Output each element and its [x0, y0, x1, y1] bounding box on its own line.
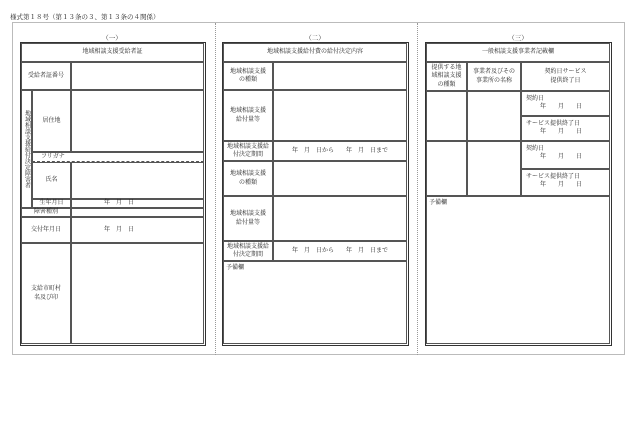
amount-field[interactable]: [273, 90, 407, 141]
birth-field[interactable]: 年 月 日: [71, 199, 204, 208]
municipality-field[interactable]: [71, 243, 204, 344]
col2-header: 事業者及びその事業所の名称: [467, 62, 521, 91]
contract-label: 契約日: [526, 95, 545, 102]
issue-date-label: 交付年月日: [21, 217, 71, 243]
type-field[interactable]: [273, 62, 407, 90]
contract-date-field[interactable]: [521, 141, 610, 169]
provider-name-field[interactable]: [467, 141, 521, 196]
amount-field[interactable]: [273, 196, 407, 241]
birth-label: 生年月日: [32, 199, 71, 208]
furigana-label: フリガナ: [32, 152, 204, 162]
col1-header: 提供する地域相談支援の種類: [426, 62, 467, 91]
ymd: 年 月 日: [540, 181, 583, 189]
period-label: 地域相談支援給付決定期間: [223, 141, 273, 161]
name-label: 氏名: [32, 162, 71, 199]
ymd: 年 月 日: [540, 103, 583, 111]
panel1-table: [20, 42, 206, 346]
col3-header: 契約日サービス提供終了日: [521, 62, 610, 91]
cert-no-label: 受給者証番号: [21, 62, 71, 90]
group-label: 地域相談支援給付決定障害者: [21, 90, 32, 208]
ymd: 年 月 日: [540, 153, 583, 161]
panel3-number: （三）: [508, 34, 528, 42]
panel1-number: （一）: [102, 34, 122, 42]
provider-name-field[interactable]: [467, 91, 521, 141]
reserve-field[interactable]: 予備欄: [426, 196, 610, 344]
service-end-label: サービス提供終了日: [526, 173, 581, 180]
address-label: 居住地: [32, 90, 71, 152]
municipality-label: 支給市町村名及び印: [21, 243, 71, 344]
panel2-title: 地域相談支援給付費の給付決定内容: [223, 43, 407, 62]
period-label: 地域相談支援給付決定期間: [223, 241, 273, 261]
service-end-field[interactable]: [521, 116, 610, 141]
fold-line: [215, 23, 216, 355]
panel2-number: （二）: [305, 34, 325, 42]
name-field[interactable]: [71, 162, 204, 199]
panel3-title: 一般相談支援事業者記載欄: [426, 43, 610, 62]
contract-label: 契約日: [526, 145, 545, 152]
type-label: 地域相談支援の種類: [223, 161, 273, 196]
reserve-field[interactable]: 予備欄: [223, 261, 407, 344]
panel2-table: [222, 42, 409, 346]
amount-label: 地域相談支援給付量等: [223, 196, 273, 241]
panel3-table: [425, 42, 612, 346]
period-field[interactable]: 年 月 日から 年 月 日まで: [273, 141, 407, 161]
service-type-field[interactable]: [426, 91, 467, 141]
period-field[interactable]: 年 月 日から 年 月 日まで: [273, 241, 407, 261]
type-label: 地域相談支援の種類: [223, 62, 273, 90]
amount-label: 地域相談支援給付量等: [223, 90, 273, 141]
ymd: 年 月 日: [540, 128, 583, 136]
cert-no-field[interactable]: [71, 62, 204, 90]
type-field[interactable]: [273, 161, 407, 196]
disability-label: 障害種別: [21, 208, 71, 217]
service-end-field[interactable]: [521, 169, 610, 196]
disability-field[interactable]: [71, 208, 204, 217]
issue-date-field[interactable]: 年 月 日: [71, 217, 204, 243]
form-header: 様式第１８号（第１３条の３、第１３条の４関係）: [10, 13, 160, 21]
panel1-title: 地域相談支援受給者証: [21, 43, 204, 62]
contract-date-field[interactable]: [521, 91, 610, 116]
address-field[interactable]: [71, 90, 204, 152]
service-type-field[interactable]: [426, 141, 467, 196]
fold-line: [417, 23, 418, 355]
service-end-label: サービス提供終了日: [526, 120, 581, 127]
